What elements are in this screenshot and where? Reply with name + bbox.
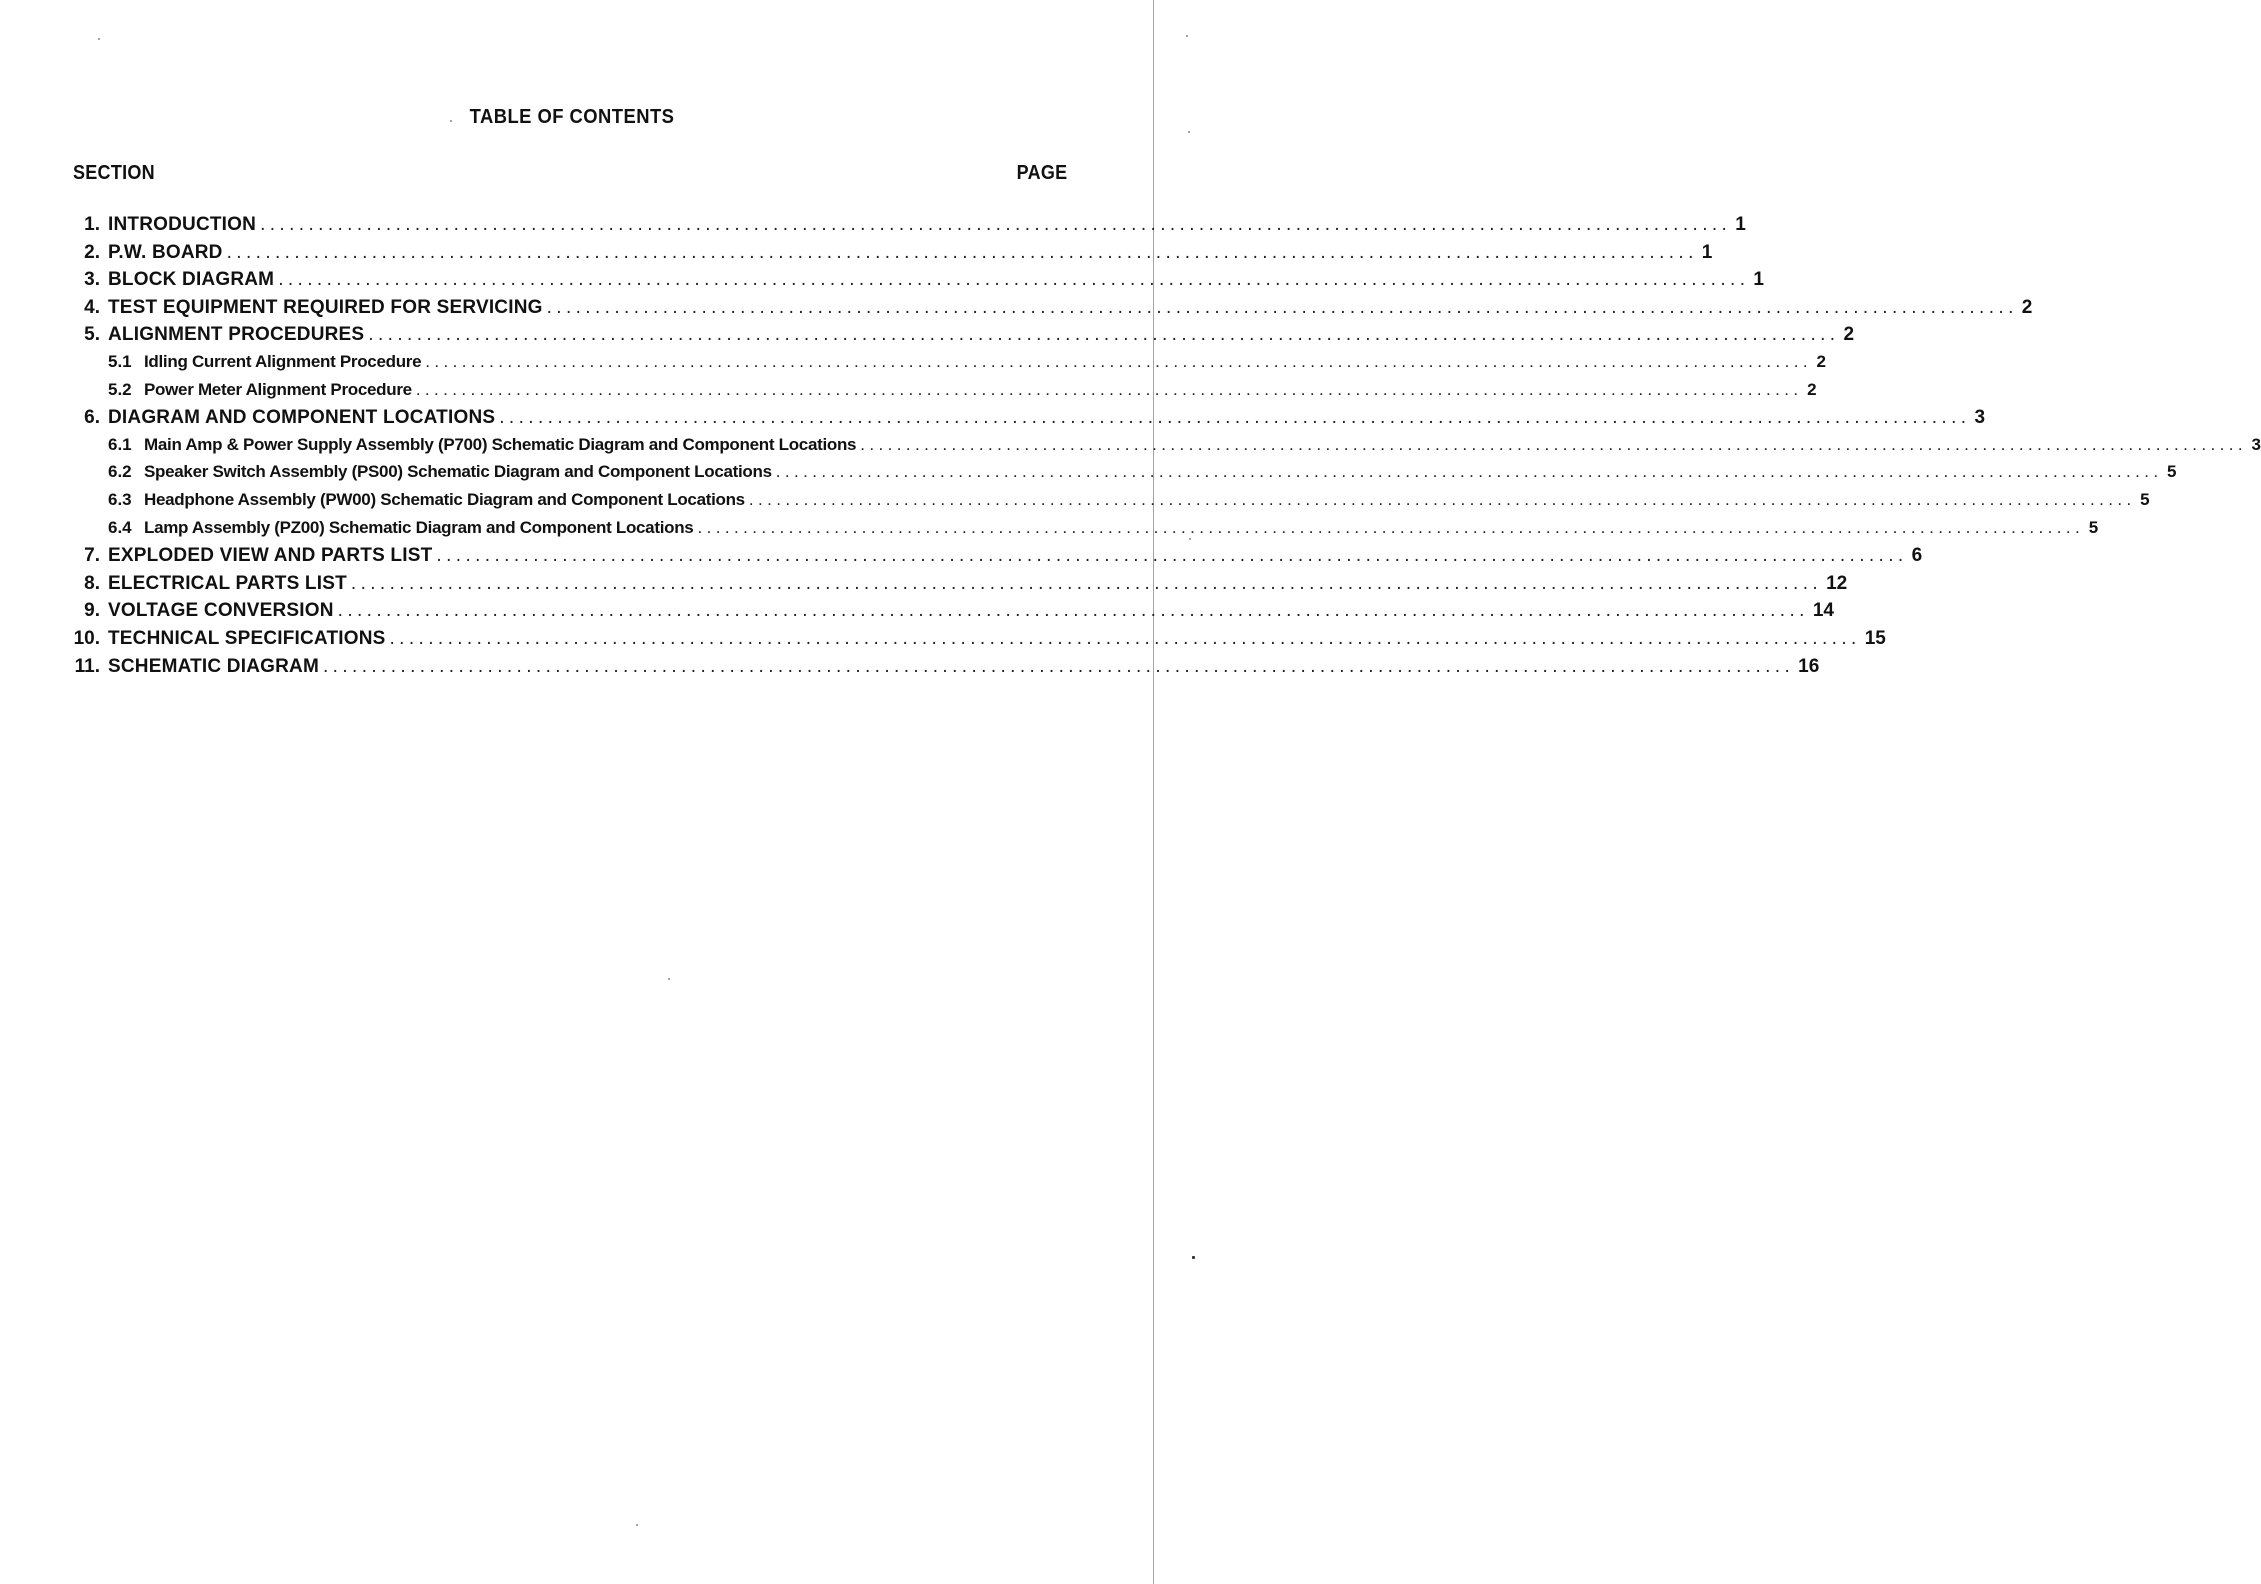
page-edge-line xyxy=(1153,0,1154,1584)
toc-subentry-page: 5 xyxy=(2088,517,2099,537)
toc-entry-page: 6 xyxy=(1911,545,1923,567)
toc-entry-page: 15 xyxy=(1864,627,1886,649)
dot-leader: ........................................................................................................................................................ xyxy=(260,214,1732,235)
toc-entry-number: 2. xyxy=(84,241,100,263)
page-column-header: PAGE xyxy=(1016,162,1067,184)
toc-entry-page: 2 xyxy=(1843,324,1855,346)
toc-entry-label: P.W. BOARD xyxy=(108,241,223,263)
toc-subentry-label: Main Amp & Power Supply Assembly (P700) Schematic Diagram and Component Locations xyxy=(144,434,857,454)
toc-subentry[interactable] xyxy=(60,434,2261,463)
toc-entry[interactable] xyxy=(60,269,1764,297)
toc-subentry-page: 2 xyxy=(1816,351,1826,371)
toc-subentry-number: 6.2 xyxy=(108,462,132,482)
dot-leader: ........................................................................................................................................................ xyxy=(499,407,1971,429)
dot-leader: ........................................................................................................................................................ xyxy=(425,351,1812,371)
toc-entry-label: SCHEMATIC DIAGRAM xyxy=(108,655,319,677)
toc-entry-label: VOLTAGE CONVERSION xyxy=(108,600,334,622)
toc-subentry[interactable] xyxy=(60,351,1826,380)
scan-speck xyxy=(98,38,100,40)
toc-subentry[interactable] xyxy=(60,462,2177,490)
toc-subentry-label: Headphone Assembly (PW00) Schematic Diagram and Component Locations xyxy=(144,489,745,509)
toc-entry-number: 1. xyxy=(84,214,100,235)
dot-leader: ........................................................................................................................................................ xyxy=(775,462,2163,482)
dot-leader: ........................................................................................................................................................ xyxy=(389,627,1861,649)
toc-entry-label: DIAGRAM AND COMPONENT LOCATIONS xyxy=(108,407,496,429)
toc-entry-number: 6. xyxy=(84,407,100,429)
toc-entry-page: 16 xyxy=(1798,655,1820,677)
toc-subentry-number: 6.3 xyxy=(108,489,132,509)
toc-subentry-page: 3 xyxy=(2251,434,2261,454)
toc-subentry-label: Power Meter Alignment Procedure xyxy=(144,379,412,399)
toc-list xyxy=(60,214,2261,683)
toc-entry[interactable] xyxy=(60,627,1886,656)
dot-leader: ........................................................................................................................................................ xyxy=(436,545,1908,567)
scan-speck xyxy=(636,1524,638,1526)
toc-subentry-number: 5.2 xyxy=(108,379,132,399)
toc-entry-label: EXPLODED VIEW AND PARTS LIST xyxy=(108,545,433,567)
dot-leader: ........................................................................................................................................................ xyxy=(322,655,1795,677)
toc-subentry[interactable] xyxy=(60,489,2150,518)
toc-entry-page: 1 xyxy=(1701,241,1713,263)
toc-entry-page: 12 xyxy=(1826,572,1848,594)
dot-leader: ........................................................................................................................................................ xyxy=(415,379,1803,399)
dot-leader: ........................................................................................................................................................ xyxy=(748,489,2136,509)
dot-leader: ........................................................................................................................................................ xyxy=(278,269,1750,291)
toc-entry-page: 1 xyxy=(1735,214,1746,235)
toc-entry[interactable] xyxy=(60,324,1855,352)
dot-leader: ........................................................................................................................................................ xyxy=(337,600,1809,622)
toc-entry-number: 7. xyxy=(84,545,100,567)
toc-entry[interactable] xyxy=(60,241,1713,270)
scan-speck xyxy=(1192,1256,1195,1259)
dot-leader: ........................................................................................................................................................ xyxy=(350,572,1823,594)
toc-subentry-label: Idling Current Alignment Procedure xyxy=(144,351,422,371)
toc-entry[interactable] xyxy=(60,545,1923,573)
toc-subentry-number: 6.1 xyxy=(108,434,132,454)
dot-leader: ........................................................................................................................................................ xyxy=(546,296,2018,318)
dot-leader: ........................................................................................................................................................ xyxy=(226,241,1698,263)
toc-entry-label: ELECTRICAL PARTS LIST xyxy=(108,572,347,594)
toc-subentry[interactable] xyxy=(60,517,2099,546)
toc-entry-label: BLOCK DIAGRAM xyxy=(108,269,275,291)
toc-subentry-page: 5 xyxy=(2166,462,2177,482)
dot-leader: ........................................................................................................................................................ xyxy=(368,324,1840,346)
scan-speck xyxy=(1188,131,1190,133)
section-column-header: SECTION xyxy=(73,162,155,184)
toc-entry[interactable] xyxy=(60,600,1834,628)
toc-entry-page: 2 xyxy=(2021,296,2033,318)
toc-entry[interactable] xyxy=(60,296,2033,325)
toc-entry-number: 4. xyxy=(84,296,100,318)
toc-entry-label: INTRODUCTION xyxy=(108,214,257,235)
toc-entry-page: 14 xyxy=(1812,600,1834,622)
toc-subentry[interactable] xyxy=(60,379,1817,408)
toc-subentry-label: Speaker Switch Assembly (PS00) Schematic Diagram and Component Locations xyxy=(144,462,772,482)
toc-entry-number: 9. xyxy=(84,600,100,622)
scan-speck xyxy=(1186,35,1188,37)
toc-subentry-label: Lamp Assembly (PZ00) Schematic Diagram and Component Locations xyxy=(144,517,694,537)
toc-subentry-page: 5 xyxy=(2140,489,2150,509)
toc-entry-number: 8. xyxy=(84,572,100,594)
toc-entry-page: 1 xyxy=(1753,269,1764,291)
toc-subentry-number: 6.4 xyxy=(108,517,132,537)
scan-speck xyxy=(1189,538,1191,540)
toc-entry-number: 11. xyxy=(74,655,100,677)
toc-entry-page: 3 xyxy=(1974,407,1986,429)
page-title: TABLE OF CONTENTS xyxy=(469,106,675,128)
toc-entry-number: 5. xyxy=(84,324,100,346)
toc-entry-label: ALIGNMENT PROCEDURES xyxy=(108,324,365,346)
dot-leader: ........................................................................................................................................................ xyxy=(860,434,2247,454)
toc-subentry-page: 2 xyxy=(1807,379,1817,399)
dot-leader: ........................................................................................................................................................ xyxy=(697,517,2085,537)
toc-subentry-number: 5.1 xyxy=(108,351,132,371)
toc-entry-label: TECHNICAL SPECIFICATIONS xyxy=(108,627,386,649)
toc-entry[interactable] xyxy=(60,407,1986,435)
toc-entry-label: TEST EQUIPMENT REQUIRED FOR SERVICING xyxy=(108,296,543,318)
toc-entry-number: 10. xyxy=(73,627,100,649)
toc-entry[interactable] xyxy=(60,572,1848,601)
toc-entry-number: 3. xyxy=(84,269,100,291)
toc-entry[interactable] xyxy=(60,214,1746,242)
scan-speck xyxy=(668,978,670,980)
toc-entry[interactable] xyxy=(60,655,1820,684)
